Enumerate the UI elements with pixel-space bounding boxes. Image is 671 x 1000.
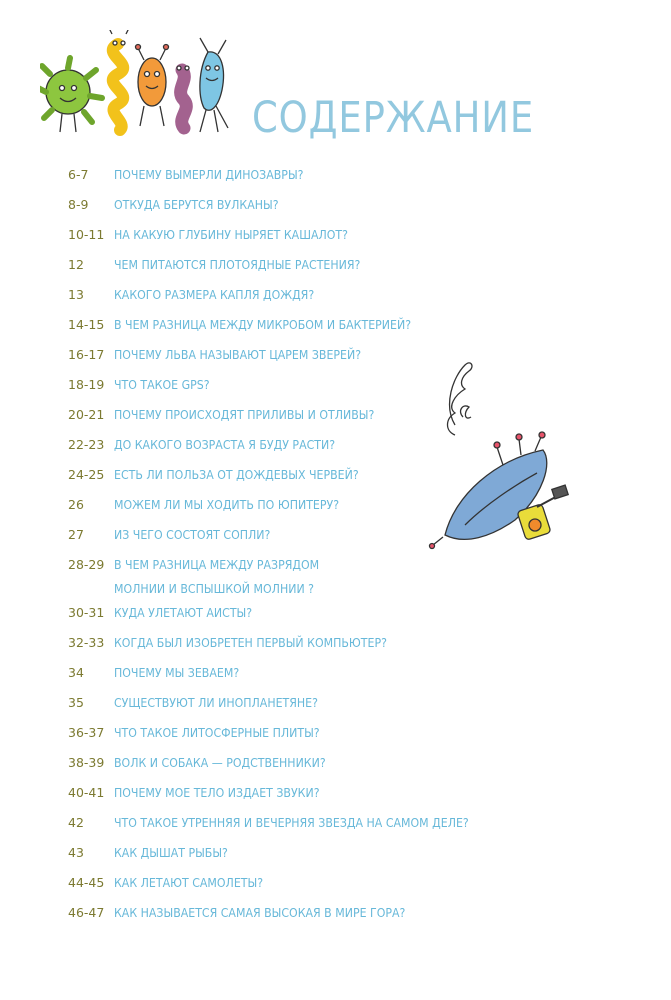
toc-question: [114, 373, 210, 397]
toc-question-line: ЕСТЬ ЛИ ПОЛЬЗА ОТ ДОЖДЕВЫХ ЧЕРВЕЙ?: [114, 467, 359, 482]
toc-question: [114, 871, 263, 895]
toc-question-line: МОЖЕМ ЛИ МЫ ХОДИТЬ ПО ЮПИТЕРУ?: [114, 497, 340, 512]
toc-question: [114, 781, 320, 805]
toc-page-range: 42: [68, 815, 84, 830]
toc-entry[interactable]: [68, 166, 628, 196]
toc-question: [114, 601, 252, 625]
toc-page-range: 20-21: [68, 407, 105, 422]
toc-question: [114, 493, 339, 517]
toc-page-range: 10-11: [68, 227, 105, 242]
toc-entry[interactable]: [68, 904, 628, 934]
toc-entry[interactable]: [68, 226, 628, 256]
toc-question: [114, 343, 361, 367]
toc-question: [114, 523, 270, 547]
toc-question: [114, 463, 359, 487]
toc-page-range: 34: [68, 665, 84, 680]
toc-question-line: ПОЧЕМУ МЫ ЗЕВАЕМ?: [114, 665, 240, 680]
toc-question-line: КАК ЛЕТАЮТ САМОЛЕТЫ?: [114, 875, 264, 890]
toc-question: [114, 811, 469, 835]
toc-page-range: 35: [68, 695, 84, 710]
toc-page-range: 18-19: [68, 377, 105, 392]
toc-question: [114, 661, 239, 685]
microbes-illustration: [40, 30, 230, 140]
toc-entry[interactable]: [68, 814, 628, 844]
toc-question-line: ЧТО ТАКОЕ ЛИТОСФЕРНЫЕ ПЛИТЫ?: [114, 725, 320, 740]
toc-question-line: ЧТО ТАКОЕ GPS?: [114, 377, 210, 392]
toc-page-range: 8-9: [68, 197, 89, 212]
toc-question-line: МОЛНИИ И ВСПЫШКОЙ МОЛНИИ ?: [114, 581, 315, 596]
toc-page-range: 36-37: [68, 725, 105, 740]
toc-question: [114, 901, 405, 925]
toc-entry[interactable]: [68, 664, 628, 694]
toc-question-line: ПОЧЕМУ ПРОИСХОДЯТ ПРИЛИВЫ И ОТЛИВЫ?: [114, 407, 375, 422]
toc-entry[interactable]: [68, 754, 628, 784]
toc-page-range: 22-23: [68, 437, 105, 452]
toc-question: [114, 253, 360, 277]
toc-question-line: В ЧЕМ РАЗНИЦА МЕЖДУ РАЗРЯДОМ: [114, 557, 320, 572]
toc-question-line: КАК ДЫШАТ РЫБЫ?: [114, 845, 228, 860]
toc-question-line: ВОЛК И СОБАКА — РОДСТВЕННИКИ?: [114, 755, 326, 770]
toc-page-range: 26: [68, 497, 84, 512]
toc-page-range: 38-39: [68, 755, 105, 770]
toc-question-line: ДО КАКОГО ВОЗРАСТА Я БУДУ РАСТИ?: [114, 437, 336, 452]
toc-question-line: ПОЧЕМУ МОЕ ТЕЛО ИЗДАЕТ ЗВУКИ?: [114, 785, 320, 800]
toc-question: [114, 841, 228, 865]
toc-entry[interactable]: [68, 784, 628, 814]
toc-question: [114, 691, 318, 715]
toc-page-range: 13: [68, 287, 84, 302]
toc-question-line: КАК НАЗЫВАЕТСЯ САМАЯ ВЫСОКАЯ В МИРЕ ГОРА?: [114, 905, 406, 920]
toc-entry[interactable]: [68, 874, 628, 904]
toc-entry[interactable]: [68, 316, 628, 346]
toc-entry[interactable]: [68, 694, 628, 724]
toc-question: [114, 283, 314, 307]
toc-question-line: СУЩЕСТВУЮТ ЛИ ИНОПЛАНЕТЯНЕ?: [114, 695, 318, 710]
toc-question-line: КУДА УЛЕТАЮТ АИСТЫ?: [114, 605, 253, 620]
toc-question-line: НА КАКУЮ ГЛУБИНУ НЫРЯЕТ КАШАЛОТ?: [114, 227, 348, 242]
toc-page-range: 46-47: [68, 905, 105, 920]
toc-page-range: 44-45: [68, 875, 105, 890]
toc-question: [114, 553, 319, 601]
toc-page-range: 27: [68, 527, 84, 542]
toc-page-range: 28-29: [68, 557, 105, 572]
toc-question-line: В ЧЕМ РАЗНИЦА МЕЖДУ МИКРОБОМ И БАКТЕРИЕЙ?: [114, 317, 412, 332]
toc-entry[interactable]: [68, 724, 628, 754]
toc-entry[interactable]: [68, 604, 628, 634]
toc-entry[interactable]: [68, 196, 628, 226]
toc-page-range: 30-31: [68, 605, 105, 620]
page-title: СОДЕРЖАНИЕ: [252, 93, 535, 143]
toc-question-line: ЧТО ТАКОЕ УТРЕННЯЯ И ВЕЧЕРНЯЯ ЗВЕЗДА НА САМОМ ДЕЛЕ?: [114, 815, 469, 830]
toc-page-range: 14-15: [68, 317, 105, 332]
toc-question-line: КОГДА БЫЛ ИЗОБРЕТЕН ПЕРВЫЙ КОМПЬЮТЕР?: [114, 635, 387, 650]
toc-page-range: 6-7: [68, 167, 89, 182]
toc-question: [114, 193, 279, 217]
toc-entry[interactable]: [68, 256, 628, 286]
toc-entry[interactable]: [68, 634, 628, 664]
toc-question-line: КАКОГО РАЗМЕРА КАПЛЯ ДОЖДЯ?: [114, 287, 315, 302]
toc-question-line: ИЗ ЧЕГО СОСТОЯТ СОПЛИ?: [114, 527, 271, 542]
toc-page-range: 32-33: [68, 635, 105, 650]
toc-page-range: 24-25: [68, 467, 105, 482]
toc-page-range: 40-41: [68, 785, 105, 800]
toc-question: [114, 433, 335, 457]
toc-question: [114, 721, 320, 745]
toc-question-line: ПОЧЕМУ ВЫМЕРЛИ ДИНОЗАВРЫ?: [114, 167, 304, 182]
toc-page-range: 16-17: [68, 347, 105, 362]
toc-question-line: ОТКУДА БЕРУТСЯ ВУЛКАНЫ?: [114, 197, 279, 212]
toc-question: [114, 223, 348, 247]
toc-question: [114, 163, 303, 187]
toc-entry[interactable]: [68, 844, 628, 874]
toc-page-range: 12: [68, 257, 84, 272]
ufo-illustration: [425, 355, 585, 555]
toc-entry[interactable]: [68, 286, 628, 316]
toc-question: [114, 751, 326, 775]
toc-question: [114, 313, 411, 337]
toc-page-range: 43: [68, 845, 84, 860]
toc-entry[interactable]: [68, 556, 628, 604]
toc-question: [114, 403, 374, 427]
toc-question-line: ЧЕМ ПИТАЮТСЯ ПЛОТОЯДНЫЕ РАСТЕНИЯ?: [114, 257, 361, 272]
toc-question: [114, 631, 387, 655]
toc-question-line: ПОЧЕМУ ЛЬВА НАЗЫВАЮТ ЦАРЕМ ЗВЕРЕЙ?: [114, 347, 362, 362]
